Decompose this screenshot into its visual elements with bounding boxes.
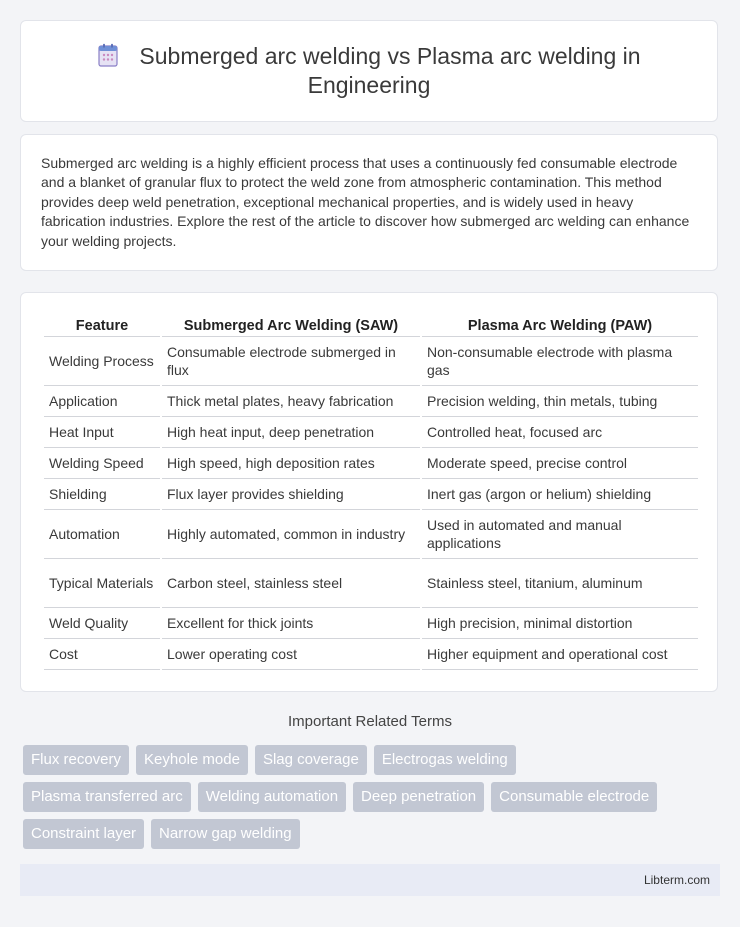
term-tag[interactable]: Plasma transferred arc: [23, 782, 191, 812]
table-cell: Consumable electrode submerged in flux: [162, 337, 420, 386]
term-tag[interactable]: Narrow gap welding: [151, 819, 300, 849]
comparison-table: [42, 315, 700, 670]
term-tag[interactable]: Welding automation: [198, 782, 346, 812]
table-cell: Welding Speed: [44, 448, 160, 479]
table-row: [44, 386, 698, 417]
table-cell: Carbon steel, stainless steel: [162, 559, 420, 608]
table-row: [44, 639, 698, 670]
table-cell: High precision, minimal distortion: [422, 608, 698, 639]
table-cell: Controlled heat, focused arc: [422, 417, 698, 448]
term-tag[interactable]: Slag coverage: [255, 745, 367, 775]
table-cell: Typical Materials: [44, 559, 160, 608]
table-cell: Weld Quality: [44, 608, 160, 639]
term-tag[interactable]: Constraint layer: [23, 819, 144, 849]
related-terms-title: Important Related Terms: [288, 713, 452, 730]
table-cell: Lower operating cost: [162, 639, 420, 670]
table-row: [44, 479, 698, 510]
table-cell: Excellent for thick joints: [162, 608, 420, 639]
related-terms-list: [23, 745, 723, 856]
table-cell: Stainless steel, titanium, aluminum: [422, 559, 698, 608]
footer-site-link[interactable]: Libterm.com: [643, 873, 710, 887]
table-cell: Precision welding, thin metals, tubing: [422, 386, 698, 417]
table-cell: Moderate speed, precise control: [422, 448, 698, 479]
table-cell: Shielding: [44, 479, 160, 510]
table-row: [44, 417, 698, 448]
table-header-cell: Submerged Arc Welding (SAW): [162, 315, 420, 337]
table-row: [44, 337, 698, 386]
table-cell: High heat input, deep penetration: [162, 417, 420, 448]
table-header-cell: Feature: [44, 315, 160, 337]
table-cell: Cost: [44, 639, 160, 670]
table-cell: High speed, high deposition rates: [162, 448, 420, 479]
table-cell: Non-consumable electrode with plasma gas: [422, 337, 698, 386]
table-row: [44, 448, 698, 479]
header-card: [20, 20, 718, 122]
tag-row: [23, 782, 723, 812]
table-row: [44, 510, 698, 559]
tag-row: [23, 745, 723, 775]
term-tag[interactable]: Keyhole mode: [136, 745, 248, 775]
table-row: [44, 559, 698, 608]
table-row: [44, 608, 698, 639]
term-tag[interactable]: Deep penetration: [353, 782, 484, 812]
table-cell: Welding Process: [44, 337, 160, 386]
table-cell: Thick metal plates, heavy fabrication: [162, 386, 420, 417]
table-header-row: [44, 315, 698, 337]
table-cell: Automation: [44, 510, 160, 559]
comparison-table-card: [20, 292, 718, 692]
intro-card: [20, 134, 718, 271]
table-cell: Inert gas (argon or helium) shielding: [422, 479, 698, 510]
table-cell: Application: [44, 386, 160, 417]
term-tag[interactable]: Electrogas welding: [374, 745, 516, 775]
table-cell: Heat Input: [44, 417, 160, 448]
page-title: Submerged arc welding vs Plasma arc welding in Engineering: [139, 43, 641, 98]
page-title-wrap: [69, 42, 669, 100]
term-tag[interactable]: Consumable electrode: [491, 782, 657, 812]
table-header-cell: Plasma Arc Welding (PAW): [422, 315, 698, 337]
tag-row: [23, 819, 723, 849]
term-tag[interactable]: Flux recovery: [23, 745, 129, 775]
intro-paragraph: Submerged arc welding is a highly efficient process that uses a continuously fed consumable electrode and a blanket of granular flux to protect the weld zone from atmospheric contamination. This method provides deep weld penetration, exceptional mechanical properties, and is widely used in heavy fabrication industries. Explore the rest of the article to discover how submerged arc welding can enhance your welding projects.: [41, 155, 690, 249]
table-cell: Flux layer provides shielding: [162, 479, 420, 510]
table-cell: Used in automated and manual applications: [422, 510, 698, 559]
footer: [20, 864, 720, 896]
table-cell: Higher equipment and operational cost: [422, 639, 698, 670]
document-icon: [97, 43, 119, 67]
table-cell: Highly automated, common in industry: [162, 510, 420, 559]
